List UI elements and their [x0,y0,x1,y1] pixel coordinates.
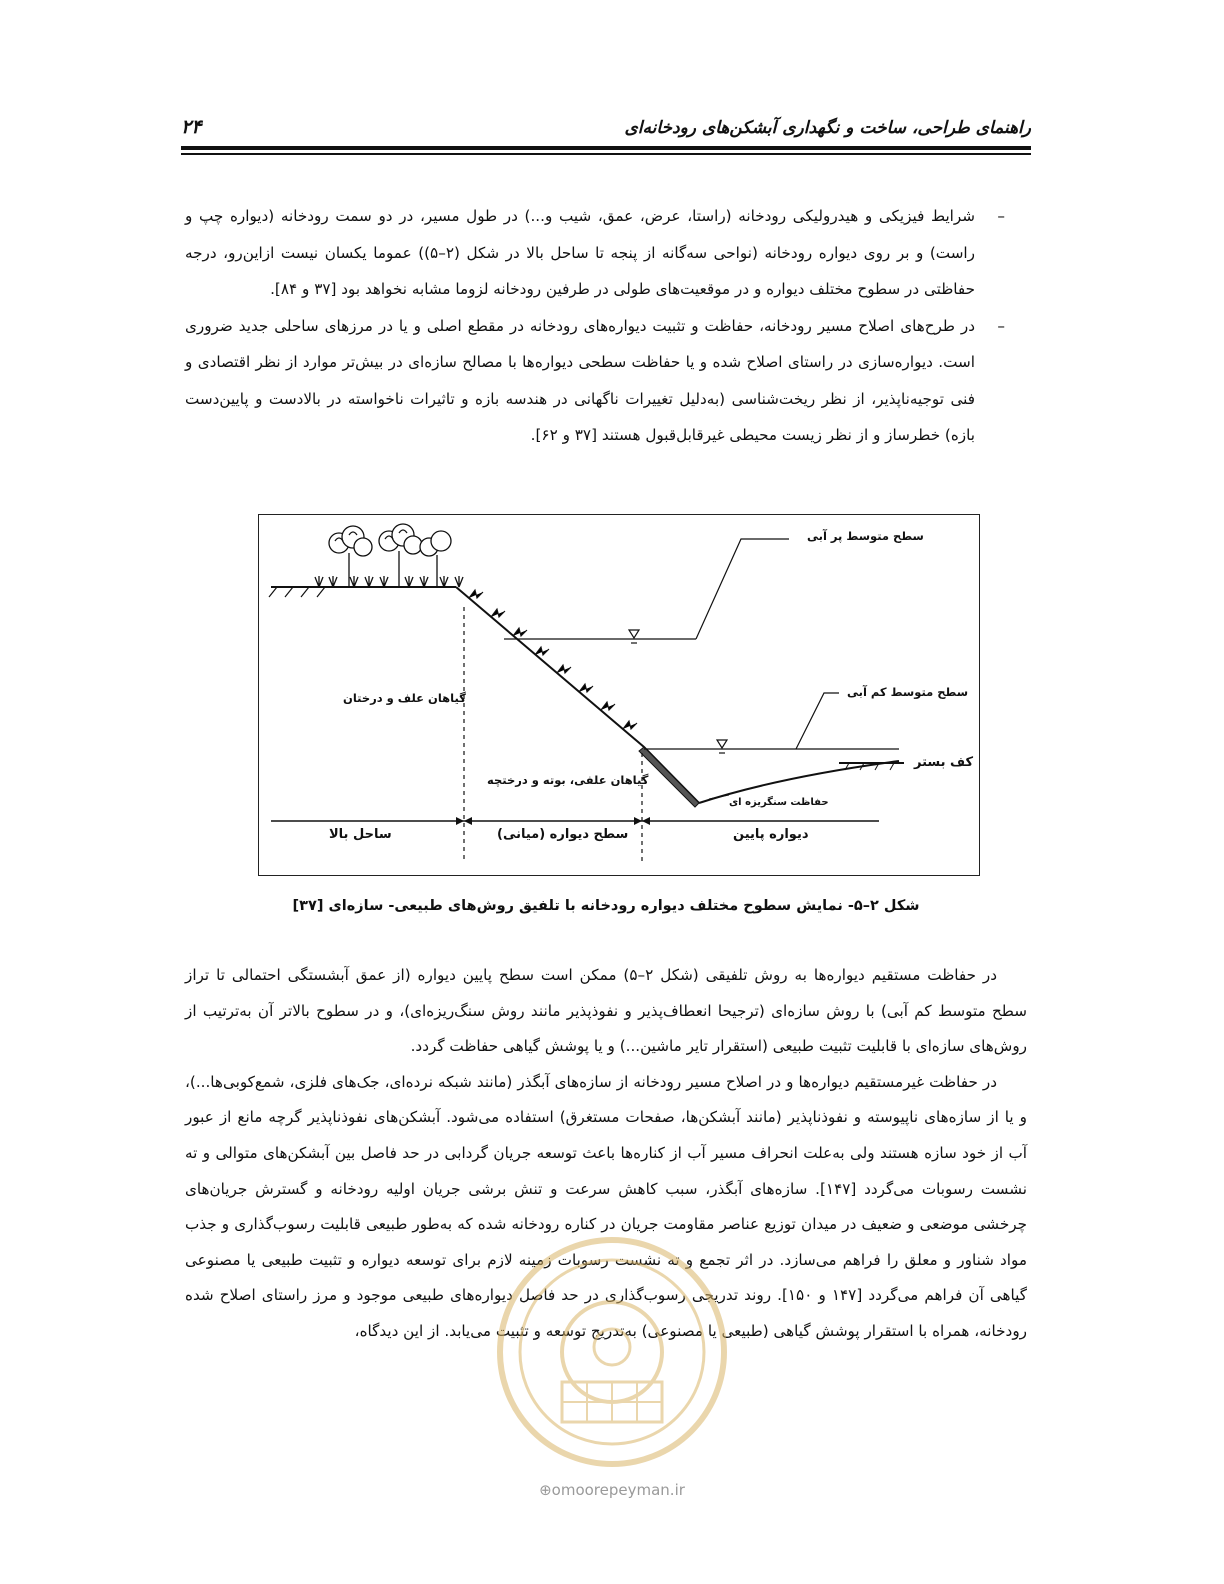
gravel-leader [709,795,729,799]
page-header [181,116,1031,156]
ground-hatching [269,587,325,597]
figure-caption: شکل ۲–۵- نمایش سطوح مختلف دیواره رودخانه با تلفیق روش‌های طبیعی- سازه‌ای [۳۷] [292,898,920,914]
bullet-text: شرایط فیزیکی و هیدرولیکی رودخانه (راستا، عرض، عمق، شیب و...) در طول مسیر، در دو سمت رودخانه (دیواره چپ و راست) و بر روی دیواره رودخانه (نواحی سه‌گانه از پنجه تا ساحل بالا در شکل (۲–۵)) عموما یکسان نیست ازاین‌رو، درجه حفاظتی در سطوح مختلف دیواره و در موقعیت‌های طولی در طرفین رودخانه لزوما مشابه نخواهد بود [۳۷ و ۸۴]. [185,207,975,298]
bullet-item [185,308,1027,454]
dash-icon: – [997,207,1005,225]
middle-vegetation-label: گیاهان علفی، بوته و درختچه [487,773,649,787]
low-water-leader [796,693,839,749]
website-text: omoorepeyman.ir [551,1481,685,1499]
slope-vegetation [469,590,637,729]
bed-hatching [845,763,894,770]
high-water-label: سطح متوسط پر آبی [807,529,924,543]
gravel-label: حفاظت سنگریزه ای [729,797,829,808]
globe-icon: ⊕ [539,1481,552,1499]
tree-icon [379,524,422,587]
page-number: ۲۴ [181,116,202,138]
upper-vegetation-label: گیاهان علف و درختان [343,691,466,705]
water-level-icon [717,740,727,753]
paragraph: در حفاظت مستقیم دیواره‌ها به روش تلفیقی (شکل ۲–۵) ممکن است سطح پایین دیواره (از عمق آبشستگی احتمالی تا تراز سطح متوسط کم آبی) با روش سازه‌ای (ترجیحا انعطاف‌پذیر و نفوذپذیر مانند روش سنگ‌ریزه‌ای)، و در سطوح بالاتر آن به‌ترتیب از روش‌های سازه‌ای با قابلیت تثبیت طبیعی (استقرار تایر ماشین...) و یا پوشش گیاهی حفاظت گردد. [185,966,1027,1056]
low-water-label: سطح متوسط کم آبی [847,685,969,699]
zone-upper-label: ساحل بالا [329,827,392,842]
bullet-list [185,198,1027,454]
high-water-leader [696,539,789,639]
water-level-icon [629,630,639,643]
dash-icon: – [997,316,1005,335]
header-rule-thin [181,153,1031,155]
paragraph: در حفاظت غیرمستقیم دیواره‌ها و در اصلاح مسیر رودخانه از سازه‌های آبگذر (مانند شبکه نرده‌ای، جک‌های فلزی، شمع‌کوبی‌ها...)، و یا از سازه‌های ناپیوسته و نفوذناپذیر (مانند آبشکن‌ها، صفحات مستغرق) استفاده می‌شود. آبشکن‌های نفوذناپذیر گرچه مانع از عبور آب از خود سازه هستند ولی به‌علت انحراف مسیر آب از کناره‌ها باعث توسعه جریان گردابی در حد فاصل بین آبشکن‌های متوالی و ته نشست رسوبات می‌گردد [۱۴۷]. سازه‌های آبگذر، سبب کاهش سرعت و تنش برشی جریان اولیه رودخانه و گسترش جریان‌های چرخشی موضعی و ضعیف در میدان توزیع عناصر مقاومت جریان در کناره رودخانه شده که به‌طور طبیعی قابلیت رسوب‌گذاری و جذب مواد شناور و معلق را فراهم می‌سازد. در اثر تجمع و ته نشست رسوبات زمینه لازم برای توسعه دیواره و تثبیت طبیعی یا مصنوعی گیاهی آن فراهم می‌گردد [۱۴۷ و ۱۵۰]. روند تدریجی رسوب‌گذاری در حد فاصل دیواره‌های طبیعی موجود و مرز راستای اصلاح شده رودخانه، همراه با استقرار پوشش گیاهی (طبیعی یا مصنوعی) به‌تدریج توسعه و تثبیت می‌یابد. از این دیدگاه، [185,1072,1028,1340]
bullet-item [185,198,1027,308]
zone-lower-label: دیواره پایین [733,827,809,842]
seal-icon [492,1232,732,1472]
grass-tufts [315,576,463,587]
bullet-text: در طرح‌های اصلاح مسیر رودخانه، حفاظت و تثبیت دیواره‌های رودخانه در مقطع اصلی و یا در مرزهای ساحلی جدید ضروری است. دیواره‌سازی در راستای اصلاح شده و یا حفاظت سطحی دیواره‌ها با مصالح سازه‌ای در بیش‌تر موارد از نظر اقتصادی و فنی توجیه‌ناپذیر، از نظر ریخت‌شناسی (به‌دلیل تغییرات ناگهانی در هندسه بازه و تاثیرات ناخواسته در بالادست و پایین‌دست بازه) خطرساز و از نظر زیست محیطی غیرقابل‌قبول هستند [۳۷ و ۶۲]. [185,316,975,444]
zone-middle-label: سطح دیواره (میانی) [497,827,629,842]
book-title: راهنمای طراحی، ساخت و نگهداری آبشکن‌های رودخانه‌ای [624,118,1031,138]
header-rule-thick [181,146,1031,150]
bed-label: کف بستر [914,755,974,770]
riverbank-figure [258,514,980,876]
footer-website [512,1481,712,1499]
